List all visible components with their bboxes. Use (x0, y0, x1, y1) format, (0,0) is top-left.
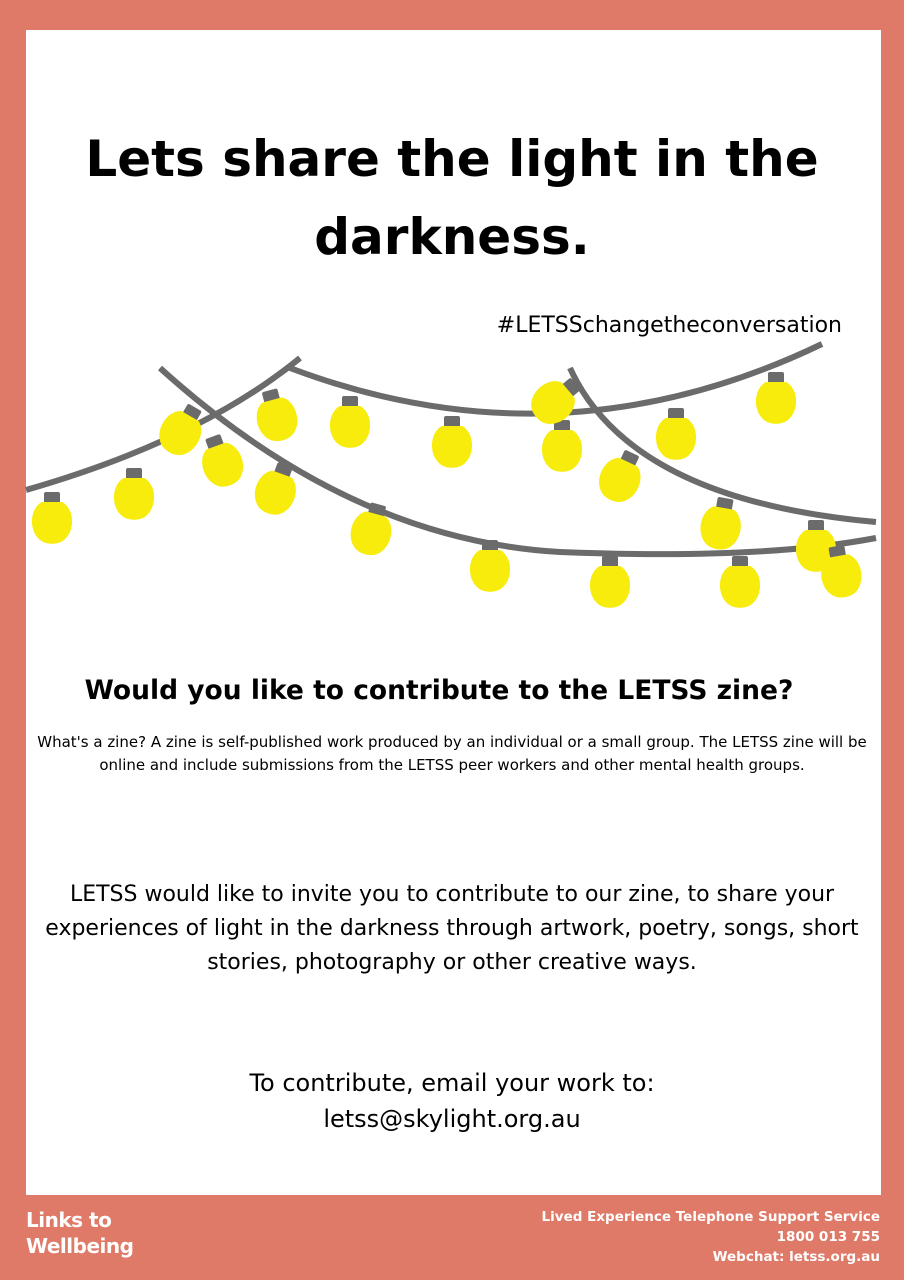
title-line-2: darkness. (314, 208, 590, 266)
footer-webchat: Webchat: letss.org.au (712, 1249, 880, 1265)
zine-explanation: What's a zine? A zine is self-published work produced by an individual or a small group. The LETSS zine will be online and include submissions from the LETSS peer workers and other mental health groups. (37, 733, 867, 774)
logo-line-2: Wellbeing (26, 1234, 134, 1258)
contact-block (0, 1065, 904, 1137)
title-line-1: Lets share the light in the (85, 130, 819, 188)
poster-title (0, 120, 904, 276)
links-to-wellbeing-logo (26, 1207, 133, 1259)
hashtag: #LETSSchangetheconversation (496, 313, 842, 338)
contact-instruction: To contribute, email your work to: (249, 1069, 655, 1097)
logo-line-1: Links to (26, 1208, 112, 1232)
footer-info (542, 1207, 880, 1267)
invitation-text: LETSS would like to invite you to contribute to our zine, to share your experiences of light in the darkness through artwork, poetry, songs, short stories, photography or other creative ways. (45, 882, 859, 975)
footer-service-name: Lived Experience Telephone Support Service (541, 1209, 880, 1225)
contribute-heading: Would you like to contribute to the LETSS zine? (84, 675, 794, 706)
footer-phone: 1800 013 755 (776, 1229, 880, 1245)
string-lights-illustration (0, 340, 904, 630)
contact-email[interactable]: letss@skylight.org.au (323, 1105, 581, 1133)
